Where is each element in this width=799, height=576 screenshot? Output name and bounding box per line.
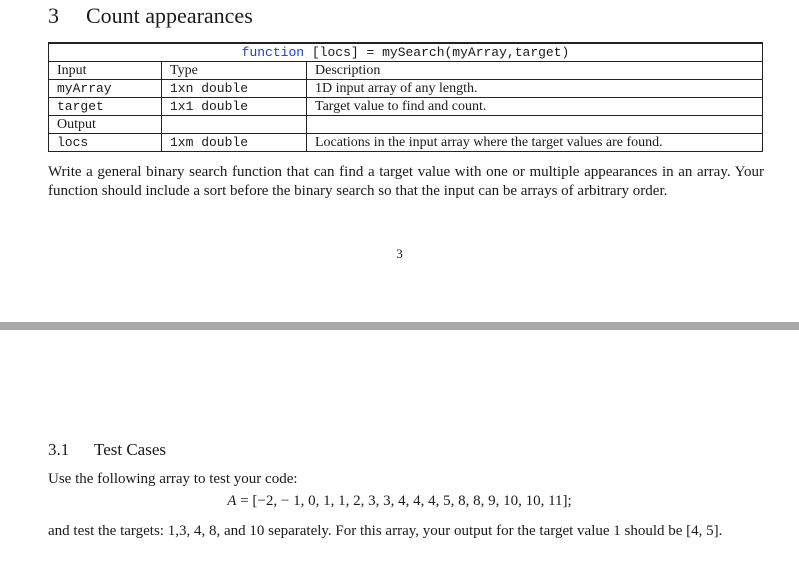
function-spec-table xyxy=(48,42,763,152)
formula-rhs: = [−2, − 1, 0, 1, 1, 2, 3, 3, 4, 4, 4, 5, 8, 8, 9, 10, 10, 11]; xyxy=(240,493,572,509)
input-header-row xyxy=(49,62,763,80)
test-intro: Use the following array to test your code: xyxy=(48,471,298,487)
subsection-heading xyxy=(48,440,166,460)
description-paragraph: Write a general binary search function that can find a target value with one or multiple appearances in an array. Your function should include a sort before the binary search so that the input can be arrays of arbitrary order. xyxy=(48,164,764,199)
param-type: 1xm double xyxy=(162,134,307,152)
function-signature xyxy=(49,43,763,62)
table-row xyxy=(49,80,763,98)
param-type: 1xn double xyxy=(162,80,307,98)
header-description: Description xyxy=(307,62,763,80)
signature-text: [locs] = mySearch(myArray,target) xyxy=(304,45,570,60)
param-name: target xyxy=(49,98,162,116)
param-type: 1x1 double xyxy=(162,98,307,116)
page-separator xyxy=(0,322,799,330)
header-input: Input xyxy=(49,62,162,80)
page-bottom xyxy=(0,330,799,576)
test-targets-paragraph: and test the targets: 1,3, 4, 8, and 10 separately. For this array, your output for the target value 1 should be [4, 5]. xyxy=(48,523,723,539)
empty-cell xyxy=(307,116,763,134)
table-row xyxy=(49,98,763,116)
signature-row xyxy=(49,43,763,62)
param-description: Locations in the input array where the target values are found. xyxy=(307,134,763,152)
param-description: Target value to find and count. xyxy=(307,98,763,116)
table-row xyxy=(49,134,763,152)
section-number: 3 xyxy=(48,3,59,28)
header-type: Type xyxy=(162,62,307,80)
header-output: Output xyxy=(49,116,162,134)
section-heading xyxy=(48,2,253,30)
param-description: 1D input array of any length. xyxy=(307,80,763,98)
signature-keyword: function xyxy=(241,45,305,60)
section-title: Count appearances xyxy=(86,3,253,28)
param-name: myArray xyxy=(49,80,162,98)
output-header-row xyxy=(49,116,763,134)
subsection-title: Test Cases xyxy=(94,440,166,459)
subsection-number: 3.1 xyxy=(48,440,70,459)
test-array-formula xyxy=(0,493,799,510)
formula-lhs: A xyxy=(227,493,237,509)
empty-cell xyxy=(162,116,307,134)
param-name: locs xyxy=(49,134,162,152)
page-number: 3 xyxy=(396,246,403,261)
